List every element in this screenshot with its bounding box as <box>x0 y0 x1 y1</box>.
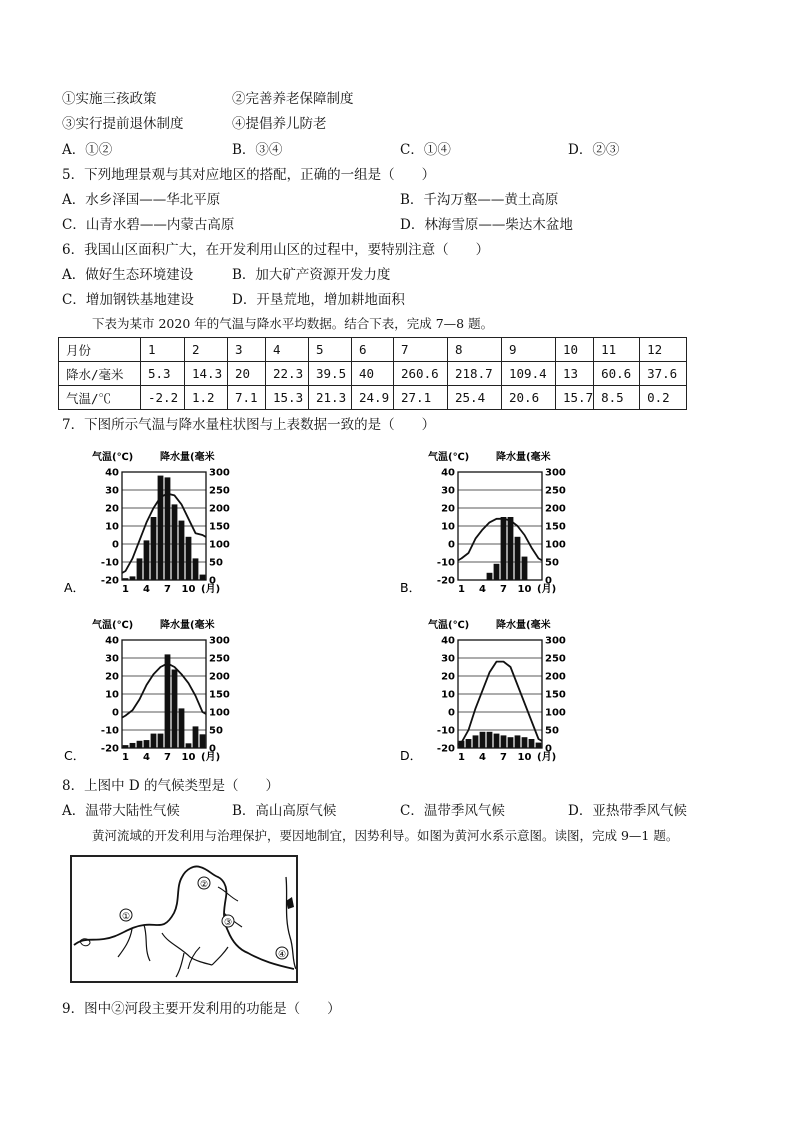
q6-option-a: A．做好生态环境建设 <box>62 267 194 283</box>
precip-bar <box>186 537 192 580</box>
table-cell: 15.3 <box>266 386 309 410</box>
left-tick-label: 40 <box>105 635 119 647</box>
table-cell: 6 <box>352 338 394 362</box>
x-tick-label: 10 <box>517 752 532 763</box>
q5-option-c: C．山青水碧——内蒙古高原 <box>62 217 235 233</box>
right-axis-title: 降水量(毫米 <box>496 620 551 631</box>
precip-bar <box>165 654 171 748</box>
temperature-curve <box>458 662 542 745</box>
precip-bar <box>487 573 493 580</box>
right-tick-label: 200 <box>545 503 566 515</box>
left-tick-label: 10 <box>441 689 455 701</box>
left-tick-label: 10 <box>105 689 119 701</box>
q4-item-2: ②完善养老保障制度 <box>232 91 354 107</box>
x-tick-label: 1 <box>122 584 129 595</box>
x-tick-label: 10 <box>181 584 196 595</box>
yellow-river-map <box>70 855 298 983</box>
table-cell: 4 <box>266 338 309 362</box>
chart-option-letter: C． <box>64 748 86 763</box>
precip-bar <box>522 557 528 580</box>
table-cell: 22.3 <box>266 362 309 386</box>
table-cell: 13 <box>556 362 594 386</box>
precip-bar <box>158 476 164 580</box>
precip-bar <box>137 558 143 580</box>
precip-bar <box>529 739 535 748</box>
precip-bar <box>515 537 521 580</box>
x-tick-label: 7 <box>500 584 507 595</box>
precip-bar <box>172 670 178 748</box>
precip-bar <box>186 743 192 748</box>
left-tick-label: 0 <box>112 539 119 551</box>
marker-2-label: ② <box>199 880 209 890</box>
table-cell: 8.5 <box>594 386 640 410</box>
left-tick-label: 40 <box>441 635 455 647</box>
right-tick-label: 100 <box>545 707 566 719</box>
left-tick-label: -20 <box>100 575 119 587</box>
x-tick-label: 4 <box>143 752 150 763</box>
precip-bar <box>130 576 136 580</box>
left-tick-label: 30 <box>105 653 119 665</box>
right-tick-label: 50 <box>545 557 559 569</box>
x-tick-label: 7 <box>164 584 171 595</box>
right-axis-title: 降水量(毫米 <box>160 452 215 463</box>
right-tick-label: 300 <box>545 635 566 647</box>
table-cell: 8 <box>448 338 502 362</box>
right-tick-label: 250 <box>545 653 566 665</box>
left-tick-label: 30 <box>441 485 455 497</box>
left-tick-label: 10 <box>105 521 119 533</box>
right-tick-label: 200 <box>209 503 230 515</box>
q8-stem: 8．上图中 D 的气候类型是（ ） <box>62 778 279 794</box>
q4-option-d: D．②③ <box>568 142 620 158</box>
table-cell: 21.3 <box>309 386 352 410</box>
right-tick-label: 150 <box>545 689 566 701</box>
left-tick-label: -10 <box>100 557 119 569</box>
right-tick-label: 100 <box>209 707 230 719</box>
precip-bar <box>487 732 493 748</box>
left-tick-label: -20 <box>100 743 119 755</box>
temperature-curve <box>458 519 542 561</box>
table-cell: 14.3 <box>185 362 228 386</box>
table-cell: 37.6 <box>640 362 687 386</box>
climate-chart-c <box>64 614 244 768</box>
precip-bar <box>179 521 185 580</box>
precip-bar <box>200 575 206 580</box>
tributary-right <box>188 887 242 969</box>
table-cell: 7.1 <box>228 386 266 410</box>
x-tick-label: 7 <box>500 752 507 763</box>
right-tick-label: 300 <box>209 635 230 647</box>
climate-chart-svg <box>64 446 244 596</box>
right-tick-label: 200 <box>545 671 566 683</box>
climate-chart-svg <box>64 614 244 764</box>
right-axis-title: 降水量(毫米 <box>160 620 215 631</box>
right-tick-label: 100 <box>545 539 566 551</box>
climate-chart-b <box>400 446 580 600</box>
q5-option-d: D．林海雪原——柴达木盆地 <box>400 217 573 233</box>
table-cell: 10 <box>556 338 594 362</box>
chart-option-letter: D． <box>400 748 423 763</box>
x-tick-label: 1 <box>122 752 129 763</box>
right-tick-label: 250 <box>209 653 230 665</box>
tributary-left <box>118 925 228 977</box>
q5-option-b: B．千沟万壑——黄土高原 <box>400 192 559 208</box>
x-tick-label: 4 <box>479 584 486 595</box>
q4-option-b: B．③④ <box>232 142 283 158</box>
climate-table <box>58 337 687 410</box>
q7-stem: 7．下图所示气温与降水量柱状图与上表数据一致的是（ ） <box>62 417 436 433</box>
table-cell: 0.2 <box>640 386 687 410</box>
table-cell: 39.5 <box>309 362 352 386</box>
precip-bar <box>200 734 206 748</box>
precip-bar <box>172 504 178 580</box>
left-tick-label: 20 <box>441 503 455 515</box>
right-tick-label: 250 <box>545 485 566 497</box>
left-axis-title: 气温(℃) <box>428 620 470 631</box>
precip-bar <box>151 734 157 748</box>
q6-option-d: D．开垦荒地，增加耕地面积 <box>232 292 405 308</box>
left-tick-label: -10 <box>100 725 119 737</box>
left-tick-label: 40 <box>441 467 455 479</box>
q5-stem: 5．下列地理景观与其对应地区的搭配，正确的一组是（ ） <box>62 167 436 183</box>
table-cell: 27.1 <box>394 386 448 410</box>
x-tick-label: 4 <box>143 584 150 595</box>
left-tick-label: -20 <box>436 575 455 587</box>
precip-bar <box>501 735 507 748</box>
precip-bar <box>130 743 136 748</box>
precip-bar <box>494 734 500 748</box>
q8-option-b: B．高山高原气候 <box>232 803 337 819</box>
yellow-river-map-drawing <box>72 857 296 981</box>
table-cell: -2.2 <box>141 386 185 410</box>
right-tick-label: 0 <box>545 575 552 587</box>
x-tick-label: (月) <box>201 584 221 595</box>
q6-option-b: B．加大矿产资源开发力度 <box>232 267 391 283</box>
climate-chart-svg <box>400 446 580 596</box>
q8-option-c: C．温带季风气候 <box>400 803 505 819</box>
map-intro: 黄河流域的开发利用与治理保护，要因地制宜，因势利导。如图为黄河水系示意图。读图，完成 9—1 题。 <box>92 828 679 843</box>
precip-bar <box>144 540 150 580</box>
right-tick-label: 250 <box>209 485 230 497</box>
x-tick-label: (月) <box>537 584 557 595</box>
precip-bar <box>473 735 479 748</box>
precip-bar <box>193 726 199 748</box>
left-tick-label: -10 <box>436 557 455 569</box>
table-cell: 260.6 <box>394 362 448 386</box>
q4-item-3: ③实行提前退休制度 <box>62 116 184 132</box>
right-tick-label: 50 <box>209 557 223 569</box>
precip-bar <box>123 578 129 580</box>
marker-4-label: ④ <box>277 950 287 960</box>
left-tick-label: 0 <box>112 707 119 719</box>
table-cell: 20 <box>228 362 266 386</box>
left-tick-label: 30 <box>105 485 119 497</box>
table-cell: 7 <box>394 338 448 362</box>
precip-bar <box>144 740 150 748</box>
table-cell: 5 <box>309 338 352 362</box>
q8-option-a: A．温带大陆性气候 <box>62 803 180 819</box>
table-cell: 5.3 <box>141 362 185 386</box>
marker-1-label: ① <box>121 912 131 922</box>
table-cell: 15.7 <box>556 386 594 410</box>
precip-bar <box>536 743 542 748</box>
table-cell: 1 <box>141 338 185 362</box>
table-cell: 3 <box>228 338 266 362</box>
left-tick-label: 0 <box>448 539 455 551</box>
table-cell: 1.2 <box>185 386 228 410</box>
left-tick-label: 0 <box>448 707 455 719</box>
precip-bar <box>151 517 157 580</box>
q6-stem: 6．我国山区面积广大，在开发利用山区的过程中，要特别注意（ ） <box>62 242 490 258</box>
table-cell: 12 <box>640 338 687 362</box>
q4-item-1: ①实施三孩政策 <box>62 91 157 107</box>
q5-option-a: A．水乡泽国——华北平原 <box>62 192 221 208</box>
left-axis-title: 气温(℃) <box>92 620 134 631</box>
precip-bar <box>123 745 129 748</box>
right-tick-label: 0 <box>209 743 216 755</box>
x-tick-label: (月) <box>201 752 221 763</box>
row-header-precip: 降水/毫米 <box>59 362 141 386</box>
x-tick-label: 10 <box>181 752 196 763</box>
table-cell: 2 <box>185 338 228 362</box>
chart-option-letter: B． <box>400 580 422 595</box>
precip-bar <box>501 517 507 580</box>
x-tick-label: 1 <box>458 752 465 763</box>
right-tick-label: 300 <box>545 467 566 479</box>
right-tick-label: 50 <box>545 725 559 737</box>
left-tick-label: 20 <box>105 671 119 683</box>
left-tick-label: 10 <box>441 521 455 533</box>
right-tick-label: 100 <box>209 539 230 551</box>
q4-item-4: ④提倡养儿防老 <box>232 116 327 132</box>
left-tick-label: 20 <box>441 671 455 683</box>
temperature-curve <box>122 663 206 717</box>
table-cell: 9 <box>502 338 556 362</box>
right-axis-title: 降水量(毫米 <box>496 452 551 463</box>
table-cell: 60.6 <box>594 362 640 386</box>
x-tick-label: (月) <box>537 752 557 763</box>
table-intro: 下表为某市 2020 年的气温与降水平均数据。结合下表，完成 7—8 题。 <box>92 316 494 331</box>
x-tick-label: 4 <box>479 752 486 763</box>
table-cell: 20.6 <box>502 386 556 410</box>
climate-chart-svg <box>400 614 580 764</box>
right-tick-label: 0 <box>209 575 216 587</box>
table-row-month <box>59 338 687 362</box>
x-tick-label: 10 <box>517 584 532 595</box>
climate-chart-a <box>64 446 244 600</box>
left-tick-label: -10 <box>436 725 455 737</box>
right-tick-label: 150 <box>209 521 230 533</box>
precip-bar <box>158 734 164 748</box>
q4-option-c: C．①④ <box>400 142 451 158</box>
left-tick-label: 20 <box>105 503 119 515</box>
table-cell: 109.4 <box>502 362 556 386</box>
right-tick-label: 150 <box>209 689 230 701</box>
precip-bar <box>466 739 472 748</box>
left-tick-label: 30 <box>441 653 455 665</box>
right-tick-label: 0 <box>545 743 552 755</box>
right-tick-label: 50 <box>209 725 223 737</box>
left-tick-label: -20 <box>436 743 455 755</box>
precip-bar <box>480 732 486 748</box>
table-cell: 218.7 <box>448 362 502 386</box>
table-row-temp <box>59 386 687 410</box>
table-cell: 11 <box>594 338 640 362</box>
precip-bar <box>494 564 500 580</box>
q6-option-c: C．增加钢铁基地建设 <box>62 292 194 308</box>
table-cell: 24.9 <box>352 386 394 410</box>
chart-option-letter: A． <box>64 580 86 595</box>
left-axis-title: 气温(℃) <box>428 452 470 463</box>
right-tick-label: 300 <box>209 467 230 479</box>
precip-bar <box>508 517 514 580</box>
row-header-month: 月份 <box>59 338 141 362</box>
q9-stem: 9．图中②河段主要开发利用的功能是（ ） <box>62 1001 341 1017</box>
precip-bar <box>179 708 185 748</box>
table-cell: 40 <box>352 362 394 386</box>
climate-chart-d <box>400 614 580 768</box>
left-axis-title: 气温(℃) <box>92 452 134 463</box>
x-tick-label: 7 <box>164 752 171 763</box>
table-cell: 25.4 <box>448 386 502 410</box>
precip-bar <box>522 737 528 748</box>
q8-option-d: D．亚热带季风气候 <box>568 803 687 819</box>
right-tick-label: 150 <box>545 521 566 533</box>
right-tick-label: 200 <box>209 671 230 683</box>
row-header-temp: 气温/℃ <box>59 386 141 410</box>
left-tick-label: 40 <box>105 467 119 479</box>
table-row-precip <box>59 362 687 386</box>
precip-bar <box>508 737 514 748</box>
q4-option-a: A．①② <box>62 142 113 158</box>
precip-bar <box>515 735 521 748</box>
precip-bar <box>193 558 199 580</box>
marker-3-label: ③ <box>223 918 233 928</box>
precip-bar <box>137 741 143 748</box>
x-tick-label: 1 <box>458 584 465 595</box>
